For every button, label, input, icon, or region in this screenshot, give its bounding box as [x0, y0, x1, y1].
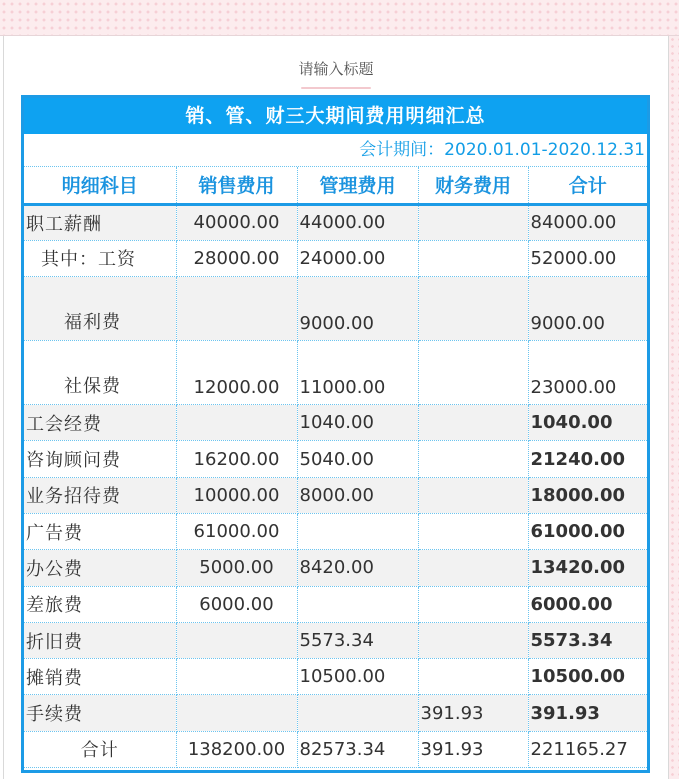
header-item: 明细科目 — [24, 167, 176, 204]
cell-total[interactable]: 1040.00 — [528, 405, 647, 441]
table-title: 销、管、财三大期间费用明细汇总 — [24, 98, 647, 134]
cell-item[interactable]: 其中：工资 — [24, 240, 176, 276]
cell-sales[interactable] — [176, 695, 297, 731]
cell-finance[interactable] — [418, 477, 528, 513]
cell-finance[interactable] — [418, 622, 528, 658]
cell-admin[interactable]: 24000.00 — [297, 240, 418, 276]
accounting-period: 会计期间：2020.01.01-2020.12.31 — [24, 134, 647, 167]
cell-item[interactable]: 福利费 — [24, 277, 176, 341]
cell-sales[interactable]: 6000.00 — [176, 586, 297, 622]
cell-sales[interactable]: 10000.00 — [176, 477, 297, 513]
cell-item[interactable]: 咨询顾问费 — [24, 441, 176, 477]
cell-total[interactable]: 5573.34 — [528, 622, 647, 658]
cell-admin-total[interactable]: 82573.34 — [297, 731, 418, 767]
cell-admin[interactable] — [297, 586, 418, 622]
cell-sales[interactable]: 28000.00 — [176, 240, 297, 276]
cell-admin[interactable]: 5573.34 — [297, 622, 418, 658]
table-row — [24, 550, 647, 586]
cell-total[interactable]: 9000.00 — [528, 277, 647, 341]
table-row — [24, 240, 647, 276]
header-total: 合计 — [528, 167, 647, 204]
cell-sales[interactable] — [176, 622, 297, 658]
cell-finance[interactable] — [418, 405, 528, 441]
cell-admin[interactable]: 8000.00 — [297, 477, 418, 513]
cell-item[interactable]: 摊销费 — [24, 659, 176, 695]
cell-finance[interactable] — [418, 204, 528, 240]
cell-total[interactable]: 23000.00 — [528, 341, 647, 405]
cell-item[interactable]: 社保费 — [24, 341, 176, 405]
cell-total[interactable]: 6000.00 — [528, 586, 647, 622]
expense-grid — [24, 167, 647, 768]
top-decorative-band — [0, 0, 679, 36]
table-row — [24, 622, 647, 658]
header-row — [24, 167, 647, 204]
cell-total[interactable]: 61000.00 — [528, 513, 647, 549]
cell-item[interactable]: 工会经费 — [24, 405, 176, 441]
header-finance: 财务费用 — [418, 167, 528, 204]
table-row — [24, 441, 647, 477]
cell-sales-total[interactable]: 138200.00 — [176, 731, 297, 767]
header-admin: 管理费用 — [297, 167, 418, 204]
cell-admin[interactable]: 10500.00 — [297, 659, 418, 695]
cell-sales[interactable]: 40000.00 — [176, 204, 297, 240]
cell-finance[interactable] — [418, 513, 528, 549]
cell-item[interactable]: 折旧费 — [24, 622, 176, 658]
cell-total[interactable]: 13420.00 — [528, 550, 647, 586]
cell-finance[interactable] — [418, 240, 528, 276]
expense-summary-table — [21, 95, 650, 773]
cell-admin[interactable] — [297, 513, 418, 549]
cell-sales[interactable]: 5000.00 — [176, 550, 297, 586]
cell-admin[interactable]: 5040.00 — [297, 441, 418, 477]
cell-finance[interactable] — [418, 586, 528, 622]
cell-sales[interactable]: 12000.00 — [176, 341, 297, 405]
total-row — [24, 731, 647, 767]
cell-sales[interactable]: 61000.00 — [176, 513, 297, 549]
cell-admin[interactable]: 44000.00 — [297, 204, 418, 240]
cell-total[interactable]: 18000.00 — [528, 477, 647, 513]
table-row — [24, 341, 647, 405]
cell-finance[interactable] — [418, 441, 528, 477]
frame-left-border — [3, 36, 4, 779]
cell-finance[interactable]: 391.93 — [418, 695, 528, 731]
cell-finance[interactable] — [418, 550, 528, 586]
cell-admin[interactable]: 11000.00 — [297, 341, 418, 405]
cell-sales[interactable] — [176, 405, 297, 441]
cell-finance[interactable] — [418, 277, 528, 341]
cell-item[interactable]: 差旅费 — [24, 586, 176, 622]
cell-total-label[interactable]: 合计 — [24, 731, 176, 767]
table-row — [24, 695, 647, 731]
table-row — [24, 405, 647, 441]
table-row — [24, 477, 647, 513]
cell-finance[interactable] — [418, 659, 528, 695]
cell-sales[interactable]: 16200.00 — [176, 441, 297, 477]
table-row — [24, 277, 647, 341]
cell-item[interactable]: 业务招待费 — [24, 477, 176, 513]
header-sales: 销售费用 — [176, 167, 297, 204]
table-row — [24, 586, 647, 622]
cell-admin[interactable]: 9000.00 — [297, 277, 418, 341]
table-row — [24, 204, 647, 240]
cell-item[interactable]: 职工薪酬 — [24, 204, 176, 240]
cell-item[interactable]: 手续费 — [24, 695, 176, 731]
right-decorative-gutter — [669, 36, 679, 779]
table-row — [24, 513, 647, 549]
cell-total[interactable]: 10500.00 — [528, 659, 647, 695]
cell-sales[interactable] — [176, 659, 297, 695]
cell-total[interactable]: 52000.00 — [528, 240, 647, 276]
cell-admin[interactable]: 1040.00 — [297, 405, 418, 441]
cell-finance[interactable] — [418, 341, 528, 405]
cell-admin[interactable] — [297, 695, 418, 731]
cell-total[interactable]: 391.93 — [528, 695, 647, 731]
cell-grand-total[interactable]: 221165.27 — [528, 731, 647, 767]
page-title-input[interactable]: 请输入标题 — [298, 60, 374, 78]
cell-item[interactable]: 办公费 — [24, 550, 176, 586]
table-row — [24, 659, 647, 695]
cell-total[interactable]: 84000.00 — [528, 204, 647, 240]
cell-sales[interactable] — [176, 277, 297, 341]
cell-total[interactable]: 21240.00 — [528, 441, 647, 477]
cell-item[interactable]: 广告费 — [24, 513, 176, 549]
title-underline — [301, 87, 371, 89]
cell-admin[interactable]: 8420.00 — [297, 550, 418, 586]
cell-finance-total[interactable]: 391.93 — [418, 731, 528, 767]
